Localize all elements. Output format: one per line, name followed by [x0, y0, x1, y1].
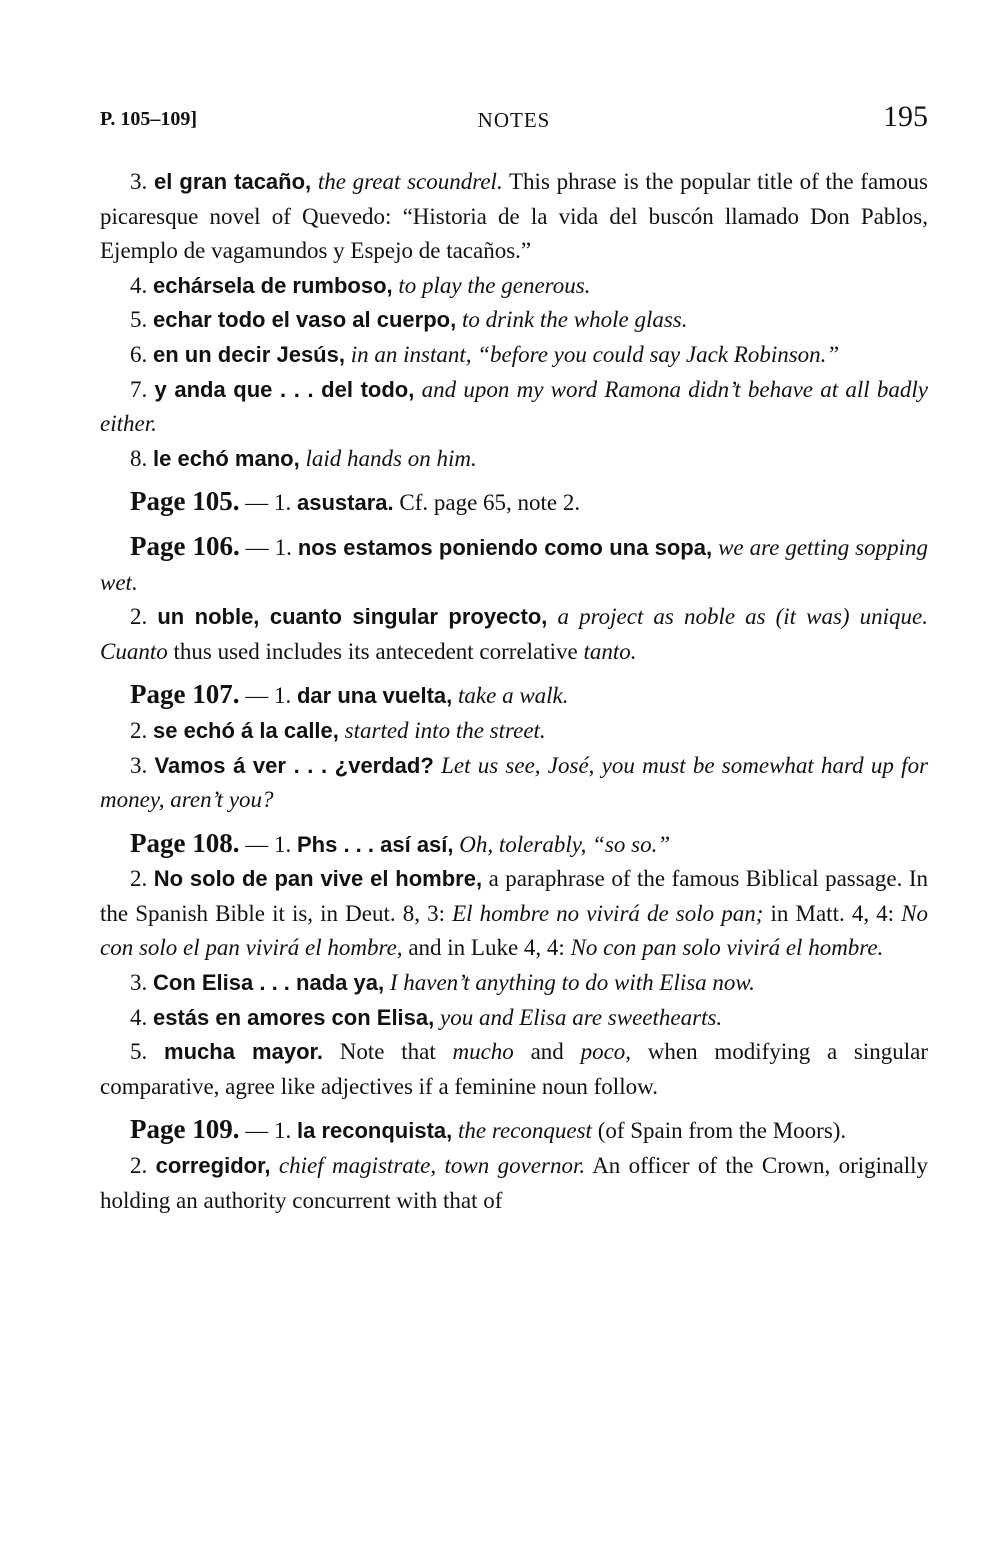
page-number: 195 [883, 100, 928, 133]
note-5: 5. echar todo el vaso al cuerpo, to drink the whole glass. [130, 307, 688, 333]
page-107-note-2: 2. se echó á la calle, started into the street. [130, 717, 546, 743]
page-105-note: Page 105. — 1. asustara. Cf. page 65, note 2. [130, 486, 581, 517]
page-106-note-2: 2. un noble, cuanto singular proyecto, a project as noble as (it was) unique. Cuanto thus used includes its antecedent correlative tanto. [100, 604, 929, 664]
page-108-note-5: 5. mucha mayor. Note that mucho and poco, when modifying a singular comparative, agree like adjectives if a feminine noun follow. [100, 1039, 929, 1099]
note-8: 8. le echó mano, laid hands on him. [130, 445, 477, 471]
page-108-note-4: 4. estás en amores con Elisa, you and Elisa are sweethearts. [130, 1004, 723, 1030]
page-range: P. 105–109] [100, 108, 198, 130]
running-header [100, 100, 928, 136]
note-7: 7. y anda que . . . del todo, and upon my word Ramona didn’t behave at all badly either. [100, 376, 929, 437]
page-107-note-3: 3. Vamos á ver . . . ¿verdad? Let us see, José, you must be somewhat hard up for money, aren’t you? [100, 752, 929, 813]
note-3: 3. el gran tacaño, the great scoundrel. This phrase is the popular title of the famous picaresque novel of Quevedo: “Historia de la vida del buscón llamado Don Pablos, Ejemplo de vagamundos y Espejo de tacaños.” [100, 169, 929, 264]
note-6: 6. en un decir Jesús, in an instant, “before you could say Jack Robinson.” [130, 341, 840, 367]
note-4: 4. echársela de rumboso, to play the generous. [130, 272, 591, 298]
page-106-note-1: Page 106. — 1. nos estamos poniendo como una sopa, we are getting sopping wet. [100, 530, 929, 595]
page-108-note-1: Page 108. — 1. Phs . . . así así, Oh, tolerably, “so so.” [130, 827, 671, 858]
page-108-note-3: 3. Con Elisa . . . nada ya, I haven’t anything to do with Elisa now. [130, 970, 755, 996]
page-108-note-2: 2. No solo de pan vive el hombre, a paraphrase of the famous Biblical passage. In the Spanish Bible it is, in Deut. 8, 3: El hombre no vivirá de solo pan; in Matt. 4, 4: No con solo el pan vivirá el hombre, and in Luke 4, 4: No con pan solo vivirá el hombre. [100, 866, 929, 961]
page-107-note-1: Page 107. — 1. dar una vuelta, take a walk. [130, 679, 569, 710]
running-title: NOTES [477, 108, 551, 132]
notes-body [100, 165, 928, 1218]
page-109-note-1: Page 109. — 1. la reconquista, the reconquest (of Spain from the Moors). [130, 1114, 847, 1145]
page-109-note-2: 2. corregidor, chief magistrate, town governor. An officer of the Crown, originally holding an authority concurrent with that of [100, 1153, 929, 1213]
